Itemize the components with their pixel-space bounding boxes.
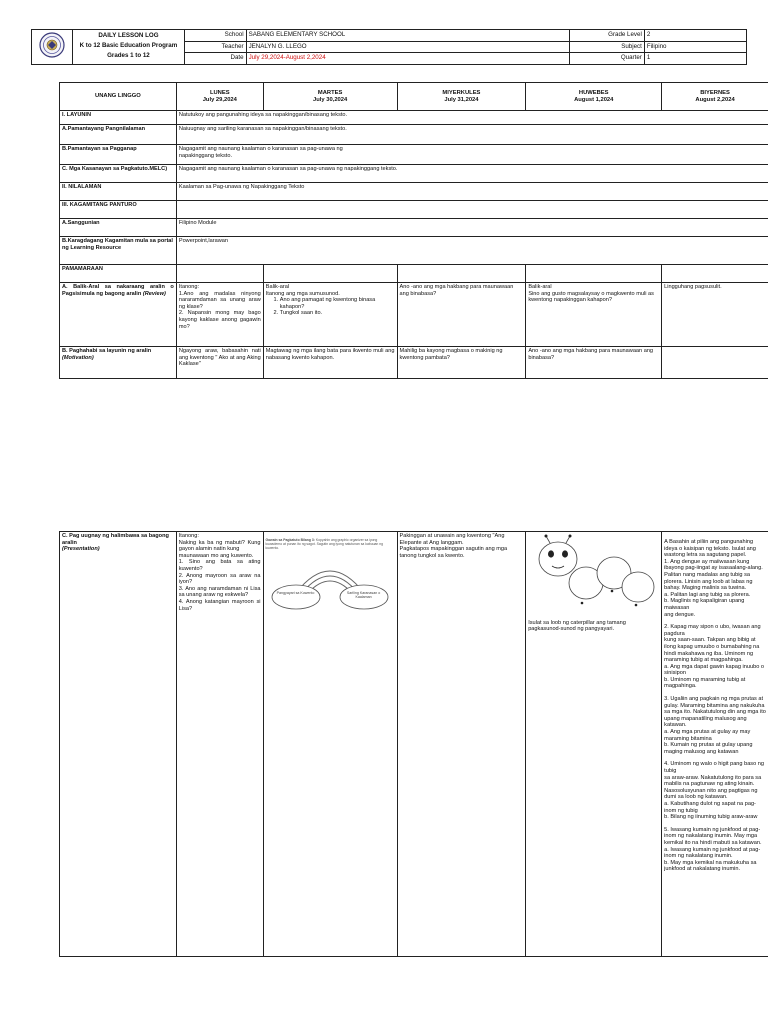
layunin-row: [60, 111, 768, 125]
paghahabi-label: B. Paghahabi sa layunin ng aralin (Motivation): [60, 347, 177, 379]
nilalaman-label: II. NILALAMAN: [60, 183, 177, 201]
exercise-item: 4. Uminom ng walo o higit pang baso ng tubig sa araw-araw. Nakatutulong ito para sa mabilis na pagtunaw ng ating kinain. Nasosolusyunan nito ang pagtigas ng dumi sa loob ng katawan. a. Kabutihang dulot ng sapat na pag-inom ng tubig b. Bilang ng iinuming tubig araw-araw: [664, 761, 764, 821]
balik-aral-thu: Balik-aral Sino ang gusto magsalaysay o magkwento muli as kwentong napakinggan kahapon?: [526, 283, 662, 347]
kasanayan-text: Nagagamit ang naunang kaalaman o karanasan sa pag-unawa ng napakinggang teksto.: [176, 165, 768, 183]
day-tuesday: MARTES July 30,2024: [263, 83, 397, 111]
balik-aral-label: A. Balik-Aral sa nakaraang aralin o Pagsisimula ng bagong aralin (Review): [60, 283, 177, 347]
day-monday: LUNES July 29,2024: [176, 83, 263, 111]
balik-aral-mon: Itanong: 1.Ano ang madalas ninyong nararamdaman sa unang araw ng klase? 2. Napansin mong may bago kayong kaklase anong gagawin mo?: [176, 283, 263, 347]
paghahabi-sub: (Motivation): [62, 354, 94, 361]
caterpillar-icon: [528, 533, 658, 613]
subject-label: Subject: [570, 41, 644, 53]
pag-uugnay-mon: Itanong: Naking ka ba ng mabuti? Kung gayon alamin natin kung maunawaan mo ang kuwento. 1. Sino ang bata sa ating kuwento? 2. Anong mayroon sa araw na iyon? 3. Ano ang naramdaman ni Lisa sa unang araw ng eskwela? 4. Anong katangian mayroon si Lisa?: [176, 532, 263, 957]
balik-aral-item: 1. Ano ang pamagat ng kwentong binasa kahapon?: [280, 297, 395, 310]
pagganap-text: Nagagamit ang naunang kaalaman o karanasan sa pag-unawa ng napakinggang teksto.: [178, 146, 343, 159]
quarter-label: Quarter: [570, 53, 644, 65]
left-cloud-label: Pangyayari sa Kuwento: [276, 590, 315, 595]
teacher-value: JENALYN G. LLEGO: [246, 41, 570, 53]
pagganap-row: [60, 145, 768, 165]
rainbow-clouds-icon: [266, 555, 394, 615]
deped-seal: [32, 30, 73, 65]
balik-aral-item: 2. Tungkol saan ito.: [280, 310, 395, 317]
school-value: SABANG ELEMENTARY SCHOOL: [246, 30, 570, 42]
pamantayang-text: Naiuugnay ang sariling karanasan sa napakinggan/binasang teksto.: [176, 125, 768, 145]
layunin-text: Natutukoy ang pangunahing ideya sa napakinggan/binasang teksto.: [176, 111, 768, 125]
graphic-organizer: [266, 555, 394, 615]
subject-value: Filipino: [644, 41, 746, 53]
kasanayan-label: C. Mga Kasanayan sa Pagkatuto.MELC): [60, 165, 177, 183]
kagamitan-row: [60, 201, 768, 219]
grade-label: Grade Level: [570, 30, 644, 42]
day-thursday: HUWEBES August 1,2024: [526, 83, 662, 111]
paghahabi-mon: Ngayong araw, babasahin nati ang kwentong " Ako at ang Aking Kaklase": [176, 347, 263, 379]
presentation-table: [59, 531, 768, 957]
date-label: Date: [184, 53, 246, 65]
pamantayang-row: [60, 125, 768, 145]
right-cloud-label: Sariling Karanasan o Kaalaman: [346, 590, 381, 600]
exercise-item: 3. Ugaliin ang pagkain ng mga prutas at gulay. Maraming bitamina ang nakukuha sa mga ito. Nakatutulong din ang mga ito upang mapanatiling malusog ang katawan. a. Ang mga prutas at gulay ay may maraming bitamina b. Kumain ng prutas at gulay upang maging malusog ang katawan: [664, 696, 766, 755]
exercise-item: 5. Iwasang kumain ng junkfood at pag-inom ng nakalatang inumin. May mga kemikal ito na hindi mabuti sa katawan. a. Iwasang kumain ng junkfood at pag-inom ng nakalatang inumin. b. May mga kemikal na makukuha sa junkfood at nakalatang inumin.: [664, 826, 762, 873]
pamantayang-label: A.Pamantayang Pangnilalaman: [60, 125, 177, 145]
pagganap-label: B.Pamantayan sa Pagganap: [60, 145, 177, 165]
paghahabi-wed: Mahilig ba kayong magbasa o makinig ng kwentong pambata?: [397, 347, 526, 379]
exercise-item: A Basahin at piliin ang pangunahing ideya o kaisipan ng teksto. Isulat ang wastong letra sa sagutang papel. 1. Ang dengue ay maiiwasan kung ibayong pag-iingat ay isasaalang-alang. Palitan nang madalas ang tubig sa plorera. Linisin ang loob at labas ng bahay. Maging malinis sa tuwina. a. Palitan lagi ang tubig sa plorera. b. Maglinis ng kapaligiran upang maiwasan ang dengue.: [664, 539, 763, 618]
karagdagang-row: [60, 237, 768, 265]
school-label: School: [184, 30, 246, 42]
grade-value: 2: [644, 30, 746, 42]
paghahabi-tue: Magtawag ng mga ilang bata para ikwento muli ang nabasang kwento kahapon.: [263, 347, 397, 379]
pag-uugnay-tue: [263, 532, 397, 957]
paghahabi-thu: Ano -ano ang mga hakbang para maunawaan ang binabasa?: [526, 347, 662, 379]
teacher-label: Teacher: [184, 41, 246, 53]
date-value: July 29,2024-August 2,2024: [246, 53, 570, 65]
pag-uugnay-thu: [526, 532, 662, 957]
karagdagang-label: B.Karagdagang Kagamitan mula sa portal ng Learning Resource: [60, 237, 177, 265]
kagamitan-label: III. KAGAMITANG PANTURO: [60, 201, 177, 219]
paghahabi-row: [60, 347, 768, 379]
paghahabi-fri: [662, 347, 768, 379]
days-row: [60, 83, 768, 111]
balik-aral-fri: Lingguhang pagsusulit.: [662, 283, 768, 347]
header-table: [31, 29, 747, 65]
pag-uugnay-wed: Pakinggan at unawain ang kwentong "Ang Elepante at Ang langgam. Pagkatapos mapakinggan sagutin ang mga tanong tungkol sa kwento.: [397, 532, 526, 957]
balik-aral-wed: Ano -ano ang mga hakbang para maunawaan ang binabasa?: [397, 283, 526, 347]
day-wednesday: MIYERKULES July 31,2024: [397, 83, 526, 111]
sanggunian-row: [60, 219, 768, 237]
nilalaman-text: Kaalaman sa Pag-unawa ng Napakinggang Teksto: [176, 183, 768, 201]
caterpillar-instruction: Isulat sa loob ng caterpillar ang tamang pagkasunod-sunod ng pangyayari.: [528, 619, 626, 633]
graphic-organizer-caption: Gawain sa Pagkatuto Bilang 3: Kopyahin ang graphic organizer sa iyong kuwaderno at punan ito ng sagot. Sagutin ang iyong natutunan sa kabuuan ng kuwento.: [265, 538, 383, 551]
lesson-table: [59, 82, 768, 379]
pag-uugnay-fri: [662, 532, 768, 957]
pamamaraan-row: [60, 265, 768, 283]
karagdagang-text: Powerpoint,larawan: [176, 237, 768, 265]
sanggunian-label: A.Sanggunian: [60, 219, 177, 237]
seal-icon: [39, 32, 65, 58]
exercise-item: 2. Kapag may sipon o ubo, iwasan ang pagdura kung saan-saan. Takpan ang bibig at ilong kapag umuubo o bumabahing na hindi makahawa ng iba. Uminom ng maraming tubig at magpahinga. a. Ang mga dapat gawin kapag inuubo o sinisipon b. Uminom ng maraming tubig at magpahinga.: [664, 624, 765, 690]
day-friday: BIYERNES August 2,2024: [662, 83, 768, 111]
sanggunian-text: Filipino Module: [176, 219, 768, 237]
layunin-label: I. LAYUNIN: [60, 111, 177, 125]
pag-uugnay-row: [60, 532, 768, 957]
week-label: UNANG LINGGO: [60, 83, 177, 111]
pamamaraan-label: PAMAMARAAN: [60, 265, 177, 283]
kasanayan-row: [60, 165, 768, 183]
pag-uugnay-sub: (Presentation): [62, 546, 100, 553]
pag-uugnay-label: C. Pag uugnay ng halimbawa sa bagong aralin (Presentation): [60, 532, 177, 957]
quarter-value: 1: [644, 53, 746, 65]
title-line-3: Grades 1 to 12: [107, 52, 150, 59]
balik-aral-tue: Balik-aral Itanong ang mga sumusunod. 1. Ano ang pamagat ng kwentong binasa kahapon? 2. Tungkol saan ito.: [263, 283, 397, 347]
nilalaman-row: [60, 183, 768, 201]
title-line-2: K to 12 Basic Education Program: [79, 42, 178, 49]
dll-title: [72, 30, 184, 65]
title-line-1: DAILY LESSON LOG: [98, 32, 159, 39]
balik-aral-sub: (Review): [142, 290, 166, 297]
balik-aral-row: [60, 283, 768, 347]
